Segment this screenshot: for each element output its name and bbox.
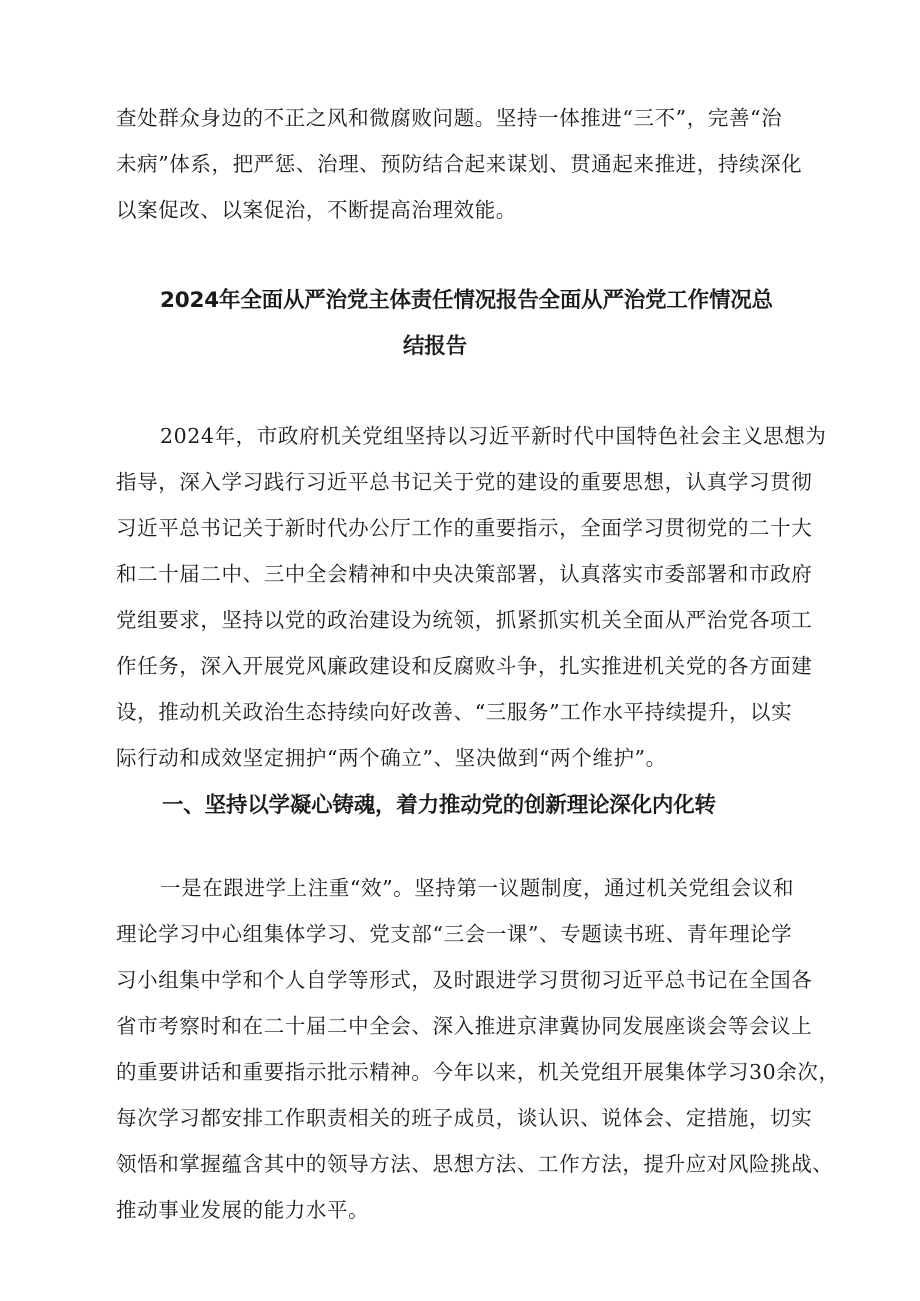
paragraph2-line-5: 的重要讲话和重要指示批示精神。今年以来，机关党组开展集体学习30余次， [116,1060,840,1084]
paragraph1-line-1: 2024年，市政府机关党组坚持以习近平新时代中国特色社会主义思想为 [160,424,827,448]
document-title-line-1: 2024年全面从严治党主体责任情况报告全面从严治党工作情况总 [160,288,773,313]
paragraph2-line-8: 推动事业发展的能力水平。 [116,1198,370,1222]
paragraph2-line-6: 每次学习都安排工作职责相关的班子成员，谈认识、说体会、定措施，切实 [116,1106,813,1130]
paragraph1-line-7: 设，推动机关政治生态持续向好改善、“三服务”工作水平持续提升，以实 [116,700,793,724]
paragraph1-line-5: 党组要求，坚持以党的政治建设为统领，抓紧抓实机关全面从严治党各项工 [116,608,813,632]
paragraph2-line-3: 习小组集中学和个人自学等形式，及时跟进学习贯彻习近平总书记在全国各 [116,968,813,992]
paragraph1-line-8: 际行动和成效坚定拥护“两个确立”、坚决做到“两个维护”。 [116,746,667,770]
paragraph1-line-2: 指导，深入学习践行习近平总书记关于党的建设的重要思想，认真学习贯彻 [116,470,813,494]
paragraph1-line-4: 和二十届二中、三中全会精神和中央决策部署，认真落实市委部署和市政府 [116,562,813,586]
intro-line-1: 查处群众身边的不正之风和微腐败问题。坚持一体推进“三不”，完善“治 [116,106,783,130]
paragraph1-line-3: 习近平总书记关于新时代办公厅工作的重要指示，全面学习贯彻党的二十大 [116,516,813,540]
document-title-line-2: 结报告 [403,334,467,359]
paragraph2-line-2: 理论学习中心组集体学习、党支部“三会一课”、专题读书班、青年理论学 [116,922,793,946]
paragraph2-line-4: 省市考察时和在二十届二中全会、深入推进京津冀协同发展座谈会等会议上 [116,1014,813,1038]
intro-line-3: 以案促改、以案促治，不断提高治理效能。 [116,198,517,222]
paragraph2-line-7: 领悟和掌握蕴含其中的领导方法、思想方法、工作方法，提升应对风险挑战、 [116,1152,834,1176]
section1-heading: 一、坚持以学凝心铸魂，着力推动党的创新理论深化内化转 [162,793,716,818]
intro-line-2: 未病”体系，把严惩、治理、预防结合起来谋划、贯通起来推进，持续深化 [116,152,803,176]
paragraph1-line-6: 作任务，深入开展党风廉政建设和反腐败斗争，扎实推进机关党的各方面建 [116,654,813,678]
paragraph2-line-1: 一是在跟进学上注重“效”。坚持第一议题制度，通过机关党组会议和 [160,876,795,900]
